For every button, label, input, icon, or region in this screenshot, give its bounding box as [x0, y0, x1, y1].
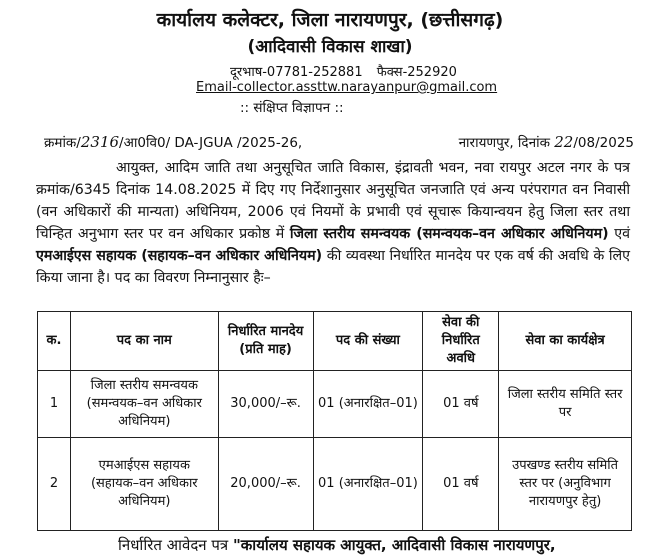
fax-number: फैक्स-252920: [376, 65, 457, 80]
table-row: [38, 438, 632, 531]
ref-number: 2316: [80, 133, 120, 151]
footer-line: [118, 535, 556, 555]
body-text-2: एवं: [614, 226, 631, 242]
cell-post-name: एमआईएस सहायक (सहायक–वन अधिकार अधिनियम): [70, 438, 218, 531]
contact-line: [230, 62, 467, 80]
cell-duration: 01 वर्ष: [423, 371, 499, 438]
cell-honorarium: 20,000/–रू.: [218, 438, 313, 531]
header-post-count: पद की संख्या: [313, 312, 423, 371]
cell-post-name: जिला स्तरीय समन्वयक (समन्वयक–वन अधिकार अधिनियम): [70, 371, 218, 438]
ref-prefix: क्रमांक/: [44, 135, 81, 151]
phone-number: दूरभाष-07781-252881: [230, 65, 363, 80]
date-day: 22: [554, 133, 574, 151]
footer-text: निर्धारित आवेदन पत्र: [118, 536, 229, 554]
cell-post-count: 01 (अनारक्षित–01): [313, 371, 423, 438]
table-header-row: [38, 312, 632, 371]
office-title: कार्यालय कलेक्टर, जिला नारायणपुर, (छत्तीसगढ़): [156, 9, 504, 31]
body-paragraph: [36, 157, 630, 289]
cell-honorarium: 30,000/–रू.: [218, 371, 313, 438]
footer-bold: "कार्यालय सहायक आयुक्त, आदिवासी विकास नारायणपुर,: [232, 536, 556, 554]
header-post-name: पद का नाम: [70, 312, 218, 371]
header-duration: सेवा की निर्धारित अवधि: [423, 312, 499, 371]
header-work-area: सेवा का कार्यक्षेत्र: [499, 312, 632, 371]
body-bold-1: जिला स्तरीय समन्वयक (समन्वयक–वन अधिकार अधिनियम): [289, 226, 609, 242]
notice-title: :: संक्षिप्त विज्ञापन ::: [240, 100, 344, 116]
cell-post-count: 01 (अनारक्षित–01): [313, 438, 423, 531]
ref-suffix: /आ0वि0/ DA-JGUA /2025-26,: [119, 135, 303, 151]
reference-line: [44, 133, 634, 151]
post-details-table: [37, 311, 632, 531]
date-month-year: /08/2025: [573, 135, 634, 151]
table-row: [38, 371, 632, 438]
cell-work-area: उपखण्ड स्तरीय समिति स्तर पर (अनुविभाग नारायणपुर हेतु): [499, 438, 632, 531]
place-date: [459, 133, 634, 151]
header-serial: क.: [38, 312, 71, 371]
email-address[interactable]: Email-collector.assttw.narayanpur@gmail.com: [196, 80, 498, 95]
cell-work-area: जिला स्तरीय समिति स्तर पर: [499, 371, 632, 438]
cell-serial: 1: [38, 371, 71, 438]
header-honorarium: निर्धारित मानदेय (प्रति माह): [218, 312, 313, 371]
cell-serial: 2: [38, 438, 71, 531]
place-date-prefix: नारायणपुर, दिनांक: [458, 135, 550, 151]
body-text-1: आयुक्त, आदिम जाति तथा अनुसूचित जाति विकास, इंद्रावती भवन, नवा रायपुर अटल नगर के पत्र क्रमांक/6345 दिनांक 14.08.2025 में दिए गए निर्देशानुसार अनुसूचित जनजाति एवं अन्य परंपरागत वन निवासी (वन अधिकारों की मान्यता) अधिनियम, 2006 एवं नियमों के प्रभावी एवं सूचारू कियान्वयन हेतु जिला स्तर तथा चिन्हित अनुभाग स्तर पर वन अधिकार प्रकोष्ठ में: [36, 160, 630, 242]
branch-title: (आदिवासी विकास शाखा): [247, 37, 413, 57]
cell-duration: 01 वर्ष: [423, 438, 499, 531]
body-text-3: की व्यवस्था निर्धारित मानदेय पर एक वर्ष की अवधि के लिए किया जाना है। पद का विवरण निम्नानुसार हैः–: [36, 248, 630, 286]
body-bold-2: एमआईएस सहायक (सहायक–वन अधिकार अधिनियम): [36, 248, 323, 264]
